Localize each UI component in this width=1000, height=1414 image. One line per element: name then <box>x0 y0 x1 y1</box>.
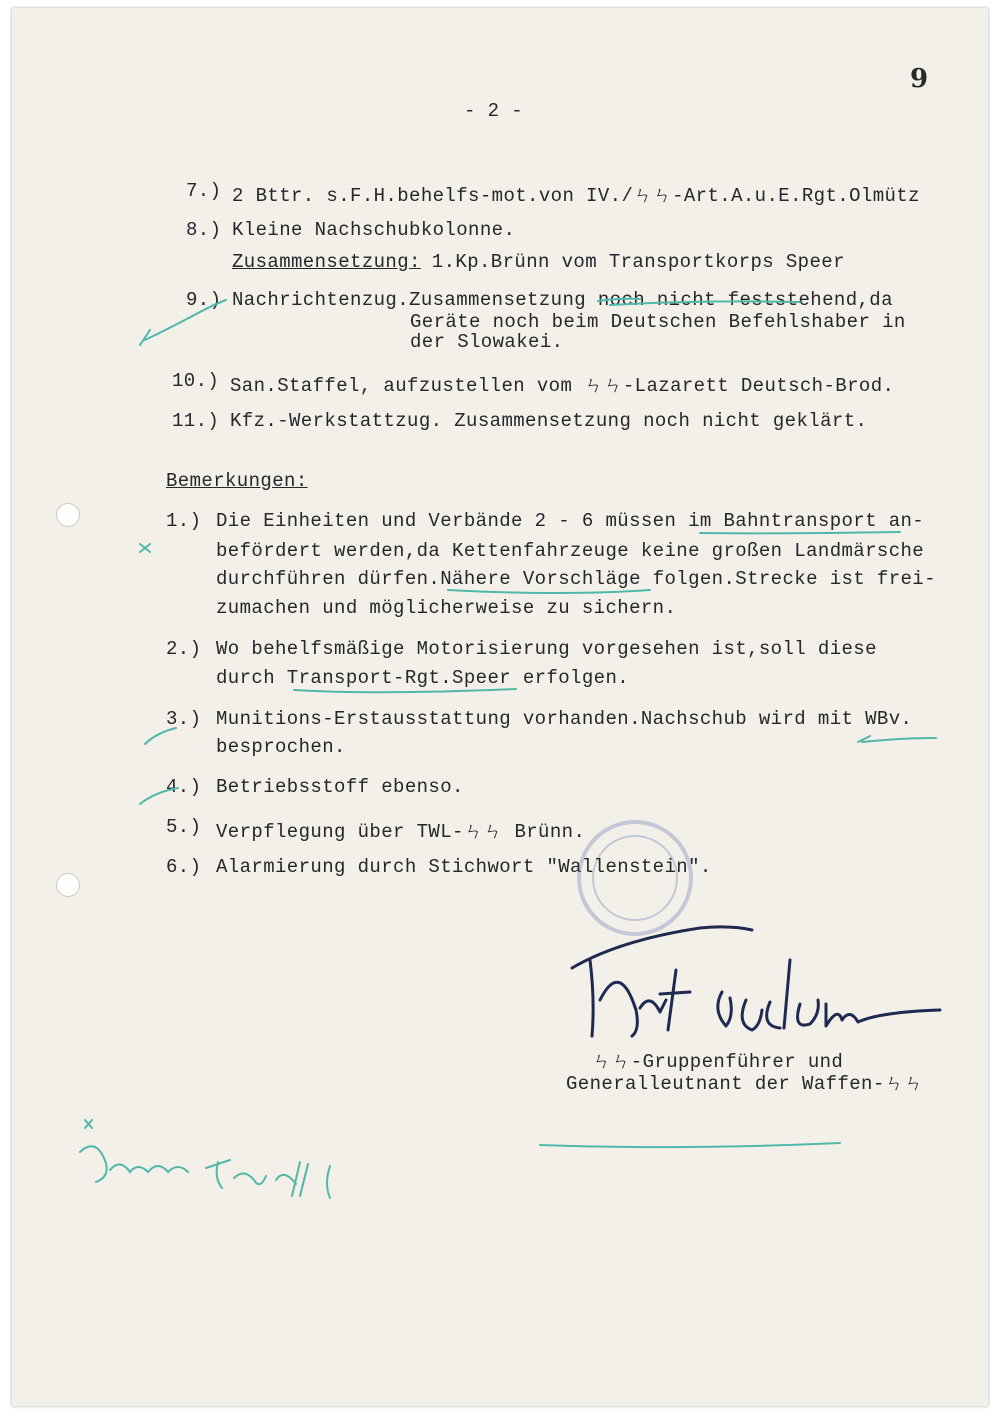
remark-text: Verpflegung über TWL-ㄣㄣ Brünn. <box>216 821 586 843</box>
signature <box>572 927 940 1036</box>
remark-text: befördert werden,da Kettenfahrzeuge keine großen Landmärsche <box>216 540 925 562</box>
stamp-mark <box>579 822 691 934</box>
item-number: 7.) <box>186 180 222 202</box>
item-text: Nachrichtenzug.Zusammensetzung noch nicht feststehend,da <box>232 289 893 311</box>
item-text: 1.Kp.Brünn vom Transportkorps Speer <box>420 251 845 273</box>
remark-text: besprochen. <box>216 736 346 758</box>
item-text: 2 Bttr. s.F.H.behelfs-mot.von IV./ㄣㄣ-Art.A.u.E.Rgt.Olmütz <box>232 185 920 207</box>
remark-number: 3.) <box>166 708 202 730</box>
remark-number: 6.) <box>166 856 202 878</box>
remark-text: Wo behelfsmäßige Motorisierung vorgesehen ist,soll diese <box>216 638 877 660</box>
remark-text: zumachen und möglicherweise zu sichern. <box>216 597 677 619</box>
item-number: 11.) <box>172 410 220 432</box>
item-text: Geräte noch beim Deutschen Befehlshaber in <box>410 311 906 333</box>
folio-number: 9 <box>910 64 929 94</box>
page-label: - 2 - <box>464 100 524 122</box>
item-text: Kfz.-Werkstattzug. Zusammensetzung noch nicht geklärt. <box>230 410 868 432</box>
remark-number: 1.) <box>166 510 202 532</box>
item-text: Kleine Nachschubkolonne. <box>232 219 516 241</box>
teal-pen-marks <box>80 299 936 1198</box>
signature-title-line2: Generalleutnant der Waffen-ㄣㄣ <box>566 1073 924 1095</box>
remark-text: Betriebsstoff ebenso. <box>216 776 464 798</box>
item-text: San.Staffel, aufzustellen vom ㄣㄣ-Lazarett Deutsch-Brod. <box>230 375 895 397</box>
item-number: 9.) <box>186 289 222 311</box>
remark-number: 4.) <box>166 776 202 798</box>
signature-title-line1: ㄣㄣ-Gruppenführer und <box>592 1051 844 1073</box>
remark-text: durchführen dürfen.Nähere Vorschläge folgen.Strecke ist frei- <box>216 568 936 590</box>
item-number: 10.) <box>172 370 220 392</box>
item-text: der Slowakei. <box>410 331 564 353</box>
remark-text: durch Transport-Rgt.Speer erfolgen. <box>216 667 630 689</box>
remarks-heading: Bemerkungen: <box>166 470 308 492</box>
remark-text: Alarmierung durch Stichwort "Wallenstein". <box>216 856 712 878</box>
remark-number: 5.) <box>166 816 202 838</box>
remark-text: Munitions-Erstausstattung vorhanden.Nachschub wird mit WBv. <box>216 708 913 730</box>
composition-label: Zusammensetzung: <box>232 251 421 273</box>
remark-number: 2.) <box>166 638 202 660</box>
item-number: 8.) <box>186 219 222 241</box>
remark-text: Die Einheiten und Verbände 2 - 6 müssen im Bahntransport an- <box>216 510 925 532</box>
